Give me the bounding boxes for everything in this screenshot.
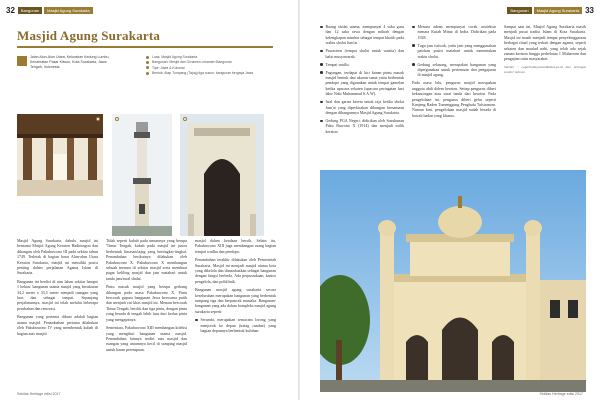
- bullet-dot-icon: [146, 66, 149, 69]
- list-item-text: Istal dan garasi kereta untuk raja ketika sholat Jum'at yang diperkirakan dibangun bersamaan dengan dibangunnya Masjid Agung Surakarta.: [325, 99, 404, 116]
- list-item: [320, 99, 404, 115]
- source-note: Sumber : cagarbudaya.kemdikbud.go.id dan berbagai sumber lainnya: [504, 64, 586, 75]
- bullet-dot-icon: [146, 56, 149, 59]
- list-item: [412, 24, 496, 40]
- bullet-dot-icon: [412, 44, 415, 47]
- info-bullet-text: Bentuk: Atap Tumpang (Tajug) tiga susun, bangunan bergaya Jawa: [152, 71, 254, 76]
- paragraph: Pintu masuk masjid yang berupa gerbang dibangun pada masa Pakubuwono X. Pintu bercorak gapura bangunan Jawa berwarna putih dan menjadi ciri khas masjid ini. Menara bercorak Timur Tengah, berdiri dan tiga pintu, dengan pintu yang berada di tengah lebih luas dari kedua pintu yang mengapitnya.: [106, 284, 187, 322]
- info-bullet: [146, 55, 266, 59]
- list-item-text: Gedung selasong, merupakan bangunan yang dipergunakan untuk pertemuan dan pengajaran di masjid agung.: [417, 61, 496, 78]
- address-text: Jalan Alun-Alun Utara, Kelurahan Kedung Lumbu, Kecamatan Pasar Kliwon, Kota Surakarta, Jawa Tengah, Indonesia.: [30, 55, 110, 69]
- info-row: [17, 55, 283, 79]
- right-page-number: 33: [585, 5, 594, 15]
- article-title: Masjid Agung Surakarta: [17, 28, 161, 43]
- left-text-col-3: [195, 238, 276, 336]
- bullet-dot-icon: [320, 101, 323, 104]
- paragraph: Tidak seperti kubah pada umumnya yang berupa 'Timur Tengah, kubah pada masjid ini justru berbentuk limasan/tajug yang bertingkat-tingkat. Penambahan berikutnya dilakukan oleh Pakubuwono X. Pakubuwono X membangun sebuah menara di sekitar masjid serta membuat pagar keliling masjid dan jam matahari untuk tanda jam/awal shalat.: [106, 238, 187, 281]
- list-item: [412, 43, 496, 59]
- list-item: [412, 62, 496, 78]
- bullet-dot-icon: [412, 26, 415, 29]
- paragraph: Penambahan terakhir dilakukan oleh Pemerintah Surakarta. Masjid ini menjadi masjid utama kota yang dikelola dan dimanfaatkan sebagai bangunan dengan fungsi berbeda. Ada perpustakaan, kantor pengelola, dan poliklinik.: [195, 257, 276, 284]
- photo-marker-icon: [183, 117, 187, 121]
- article-title-box: [17, 24, 273, 48]
- list-item: [320, 70, 404, 97]
- left-footer: Sekilas Heritage edisi 2017: [17, 392, 61, 396]
- info-bullet-list: [146, 55, 266, 79]
- left-text-col-2: [106, 238, 187, 355]
- paragraph: Masjid Agung Surakarta, dahulu masjid ini bernama Masjid Agung Keraton Hadiningrat dan dibangun oleh Pakubuwono III pada sekitar tahun 1749. Terletak di bagian barat Alun-alun Utara Keraton Surakarta, masjid ini memiliki posisi penting dalam perjalanan Agama Islam di Surakarta.: [17, 238, 98, 276]
- right-text-col-1: [320, 24, 404, 137]
- right-footer: Sekilas Heritage edisi 2017: [539, 392, 583, 396]
- right-col1-list: [320, 24, 404, 134]
- paragraph: masjid dalam keadaan bersih. Selain itu, Pakubuwono XIII juga membangun ruang bagian tempat wudhu dan pendopo.: [195, 238, 276, 254]
- bullet-dot-icon: [320, 50, 323, 53]
- right-col2-list: [412, 24, 496, 78]
- info-bullet: [146, 66, 266, 70]
- bullet-dot-icon: [146, 72, 149, 75]
- list-item-text: Ruang sholat utama, mempunyai 4 saka guru dan 12 saka rawa dengan mihrab dengan kelengkapan mimbar sebagai tempat khotib pada waktu sholat Jum'at.: [325, 24, 404, 46]
- bullet-dot-icon: [320, 71, 323, 74]
- bullet-dot-icon: [195, 319, 198, 322]
- bullet-dot-icon: [320, 63, 323, 66]
- info-bullet: [146, 60, 266, 64]
- photo-gate-arch: [180, 114, 264, 236]
- right-page: [300, 0, 600, 400]
- paragraph: Pada masa lalu, pengurus masjid merupakan anggota abdi dalem keraton. Setiap pengurus diberi kekancingan atau surat tanda dari keraton. Pada pengelolaan ini, pengurus diberi gelar seperti Kanjeng Raden Tumenggung Penghulu Tafsiranom. Namun kini, pengelolaan masjid sudah berada di bawah badan yang khusus.: [412, 80, 496, 118]
- info-bullet-text: Tipe: Jawa & Kolonial: [152, 65, 185, 70]
- right-header: [506, 5, 594, 15]
- list-item: [320, 62, 404, 67]
- location-icon: [17, 56, 27, 66]
- left-breadcrumb-title: Masjid Agung Surakarta: [44, 7, 92, 14]
- list-item-text: Pawastren (tempat sholat untuk wanita) dan balai musyawarah.: [325, 48, 404, 59]
- right-text-col-2: [412, 24, 496, 121]
- list-item-text: Tempat wudlu.: [325, 61, 350, 67]
- paragraph: Sampai saat ini, Masjid Agung Surakarta masih menjadi pusat tradisi Islam di Kota Surakarta. Masjid ini masih menjadi tempat penyelenggaraan berbagai ritual yang terkait dengan agama, seperti sekaten dan maulud nabi, yang telah ada sejak zaman keraton hingga perhelatan 1 Muharram dan pengajian rutin masyarakat.: [504, 24, 586, 62]
- list-item: [195, 317, 276, 333]
- paragraph: Bangunan yang pertama dibuat adalah bagian utama masjid. Penambahan pertama dilakukan oleh Pakubuwono IV yang membentuk kubah di bagian atas masjid.: [17, 314, 98, 336]
- photo-marker-icon: [96, 117, 100, 121]
- list-item-text: Pagongan, terdapat di kiri kanan pintu masuk masjid bentuk dan ukuran sama yaitu berbentuk pendopo yang digunakan untuk tempat gamelan ketika upacara sekaten (upacara peringatan hari lahir Nabi Muhammad S.A.W).: [325, 69, 404, 97]
- list-item-text: Serambi, merupakan semacam lorong yang menjorok ke depan (tratag rambat) yang bagian depannya berbentuk kuluhan.: [200, 317, 276, 334]
- left-text-col-1: [17, 238, 98, 339]
- list-item-text: Menara adzan mempunyai corak arsitektur menara Kutab Minar di India. Didirikan pada 1928.: [417, 24, 496, 40]
- list-item: [320, 118, 404, 134]
- info-bullet-text: Bangunan: Mesjid dan Ornamen-ornamen Bangunan: [152, 60, 232, 65]
- list-item: [320, 24, 404, 46]
- bullet-dot-icon: [412, 63, 415, 66]
- photo-minaret: [112, 114, 172, 236]
- left-breadcrumb-section: Bangunan: [18, 7, 42, 14]
- paragraph: Sementara, Pakubuwono XIII membangun koleksi yang mengiluri bangunan utama masjid. Penambahan lainnya terdiri atas masjid dan ruangan yang umumnya kecil di samping masjid untuk kaum perempuan.: [106, 325, 187, 352]
- list-item-text: Gedung PGA Negeri, didirikan oleh Susuhunan Paku Buwono X (1914) dan menjadi milik keraton.: [325, 118, 404, 134]
- left-page-number: 32: [6, 5, 15, 15]
- paragraph: Bangunan ini berdiri di atas lahan sekitar hampir 1 hektar, bangunan utama masjid yang berukuran 34,2 meter x 33,5 meter menjadi ruangan yang luas dan sebagai tempat. Sepanjang perjalanannya, masjid ini telah melalui beberapa perubahan dan renovasi.: [17, 278, 98, 311]
- bullet-dot-icon: [146, 61, 149, 64]
- right-text-col-3: [504, 24, 586, 79]
- info-bullet: [146, 71, 266, 75]
- list-item: [320, 48, 404, 59]
- info-bullet-text: Luas: Masjid Agung Surakarta: [152, 55, 198, 59]
- photo-marker-icon: [115, 117, 119, 121]
- right-breadcrumb-section: Bangunan: [507, 7, 531, 14]
- list-item-text: Tugu jam istiwak, yaitu jam yang menggunakan patokan posisi matahari untuk menentukan waktu sholat.: [417, 42, 496, 59]
- bullet-dot-icon: [320, 120, 323, 123]
- right-breadcrumb-title: Masjid Agung Surakarta: [534, 7, 582, 14]
- photo-interior-pillars: [17, 114, 103, 196]
- left-header: [6, 5, 94, 15]
- paragraph: Bangunan masjid agung surakarta secara keseluruhan merupakan bangunan yang berbentuk tumpang tiga dan berpuncak mustaka. Bangunan-bangunan yang ada dalam kompleks masjid agung surakarta seperti:: [195, 287, 276, 314]
- left-col3-list: [195, 317, 276, 333]
- photo-mosque-gate: [320, 170, 586, 392]
- bullet-dot-icon: [320, 26, 323, 29]
